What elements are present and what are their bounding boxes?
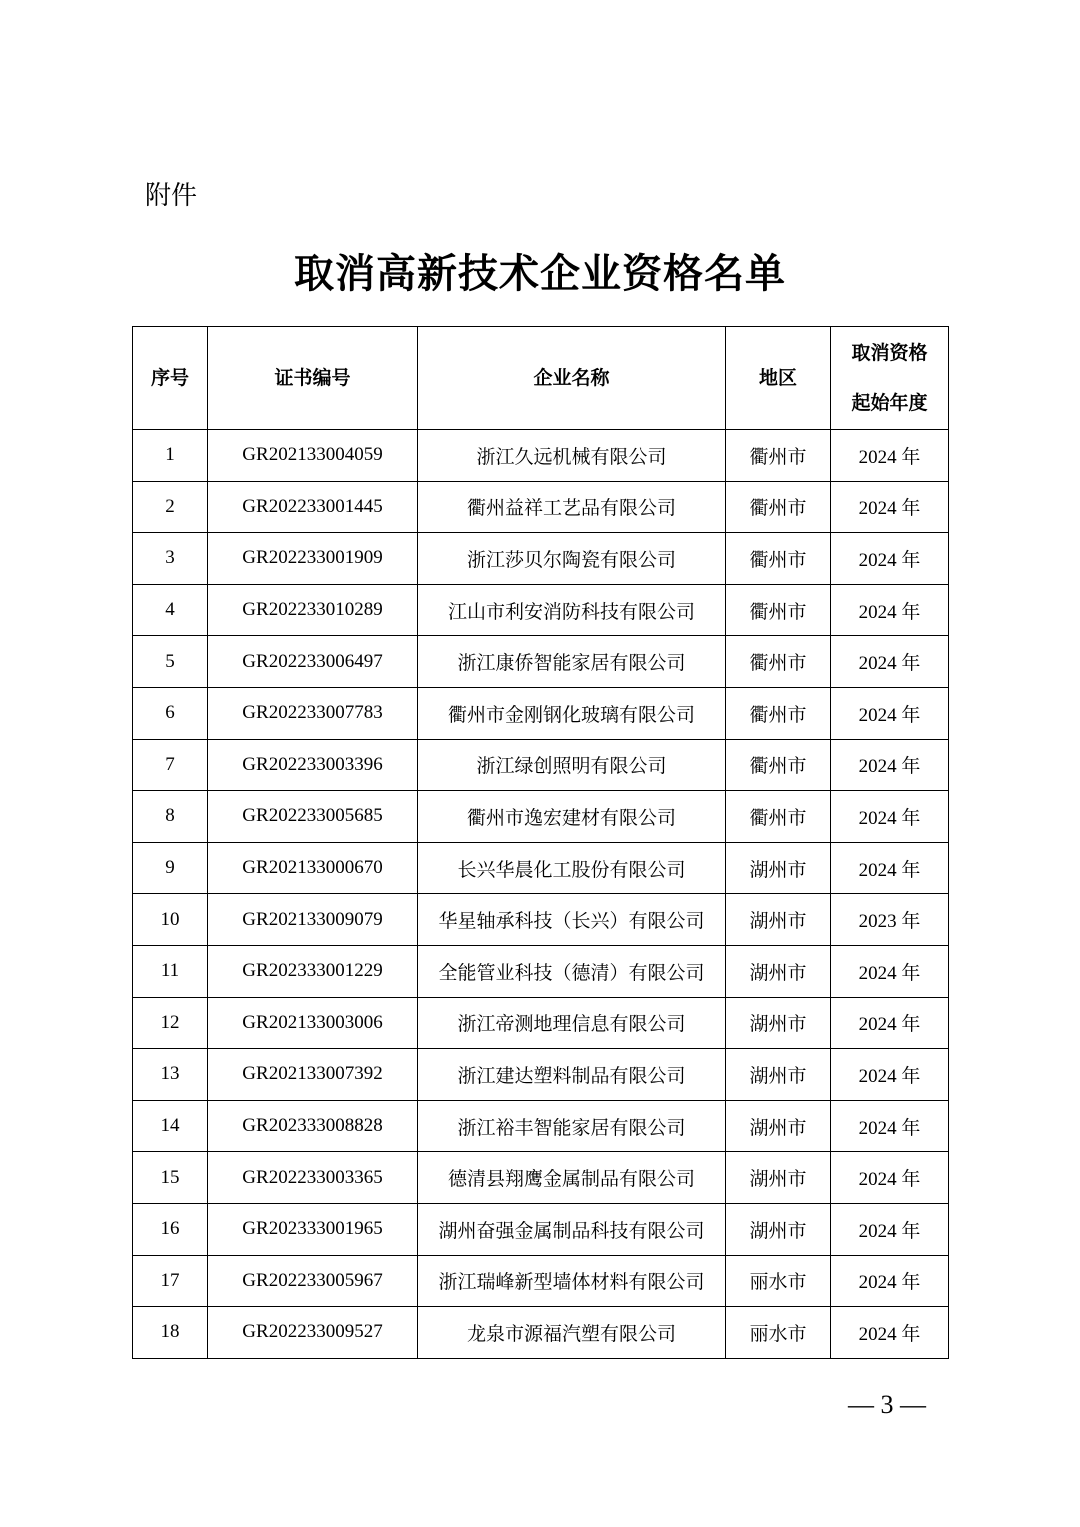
cell-cert-no: GR202133003006 [208,997,418,1049]
cell-cert-no: GR202333008828 [208,1100,418,1152]
table-row [133,1100,949,1152]
table-row [133,791,949,843]
cell-index: 2 [133,481,208,533]
cell-company: 德清县翔鹰金属制品有限公司 [418,1152,726,1204]
header-index: 序号 [133,327,208,430]
cell-region: 衢州市 [726,584,831,636]
cell-company: 浙江建达塑料制品有限公司 [418,1049,726,1101]
table-row [133,997,949,1049]
cell-region: 衢州市 [726,687,831,739]
cell-cert-no: GR202233001445 [208,481,418,533]
table-header-row [133,327,949,430]
cell-index: 11 [133,945,208,997]
table-row [133,584,949,636]
cell-year: 2023 年 [831,894,949,946]
cell-cert-no: GR202133004059 [208,430,418,482]
cell-year: 2024 年 [831,997,949,1049]
cell-year: 2024 年 [831,1100,949,1152]
cell-company: 江山市利安消防科技有限公司 [418,584,726,636]
cell-region: 湖州市 [726,997,831,1049]
cell-region: 衢州市 [726,533,831,585]
cell-year: 2024 年 [831,430,949,482]
cell-company: 衢州益祥工艺品有限公司 [418,481,726,533]
table-row [133,1049,949,1101]
cell-region: 湖州市 [726,1049,831,1101]
cell-year: 2024 年 [831,1152,949,1204]
cell-company: 浙江帝测地理信息有限公司 [418,997,726,1049]
cell-index: 9 [133,842,208,894]
cell-region: 衢州市 [726,636,831,688]
cell-year: 2024 年 [831,533,949,585]
cell-year: 2024 年 [831,687,949,739]
cell-index: 15 [133,1152,208,1204]
cell-company: 长兴华晨化工股份有限公司 [418,842,726,894]
cell-region: 湖州市 [726,1100,831,1152]
cell-year: 2024 年 [831,1307,949,1359]
cell-index: 1 [133,430,208,482]
page-number-text: — 3 — [848,1390,926,1419]
cell-cert-no: GR202233006497 [208,636,418,688]
cell-year: 2024 年 [831,1255,949,1307]
cell-year: 2024 年 [831,739,949,791]
table-row [133,430,949,482]
table-row [133,1255,949,1307]
cell-region: 丽水市 [726,1255,831,1307]
cell-index: 7 [133,739,208,791]
document-title: 取消高新技术企业资格名单 [294,250,786,297]
cell-cert-no: GR202233010289 [208,584,418,636]
cell-year: 2024 年 [831,1203,949,1255]
cell-region: 衢州市 [726,481,831,533]
cell-index: 12 [133,997,208,1049]
cell-cert-no: GR202233007783 [208,687,418,739]
cell-cert-no: GR202133000670 [208,842,418,894]
cell-company: 浙江久远机械有限公司 [418,430,726,482]
cell-cert-no: GR202333001965 [208,1203,418,1255]
cell-cert-no: GR202133009079 [208,894,418,946]
cell-region: 丽水市 [726,1307,831,1359]
table-row [133,894,949,946]
table-row [133,842,949,894]
attachment-label: 附件 [145,181,198,211]
cell-region: 衢州市 [726,739,831,791]
revocation-table [132,326,949,1359]
cell-cert-no: GR202133007392 [208,1049,418,1101]
cell-year: 2024 年 [831,945,949,997]
cell-cert-no: GR202333001229 [208,945,418,997]
cell-company: 全能管业科技（德清）有限公司 [418,945,726,997]
cell-region: 湖州市 [726,1152,831,1204]
table-row [133,1203,949,1255]
cell-company: 龙泉市源福汽塑有限公司 [418,1307,726,1359]
header-year [831,327,949,430]
cell-region: 衢州市 [726,430,831,482]
cell-company: 华星轴承科技（长兴）有限公司 [418,894,726,946]
cell-cert-no: GR202233001909 [208,533,418,585]
cell-year: 2024 年 [831,481,949,533]
table-row [133,1152,949,1204]
table-row [133,945,949,997]
table-row [133,533,949,585]
cell-index: 14 [133,1100,208,1152]
cell-company: 浙江瑞峰新型墙体材料有限公司 [418,1255,726,1307]
header-company: 企业名称 [418,327,726,430]
cell-region: 衢州市 [726,791,831,843]
table-row [133,481,949,533]
cell-index: 4 [133,584,208,636]
cell-company: 浙江康侨智能家居有限公司 [418,636,726,688]
cell-region: 湖州市 [726,842,831,894]
header-region: 地区 [726,327,831,430]
header-year-line1: 取消资格 [851,342,928,364]
cell-year: 2024 年 [831,1049,949,1101]
cell-year: 2024 年 [831,636,949,688]
cell-index: 16 [133,1203,208,1255]
cell-index: 6 [133,687,208,739]
cell-region: 湖州市 [726,1203,831,1255]
cell-company: 衢州市逸宏建材有限公司 [418,791,726,843]
cell-company: 湖州奋强金属制品科技有限公司 [418,1203,726,1255]
table-body [133,430,949,1359]
cell-cert-no: GR202233005685 [208,791,418,843]
cell-cert-no: GR202233003365 [208,1152,418,1204]
cell-cert-no: GR202233003396 [208,739,418,791]
cell-index: 3 [133,533,208,585]
cell-cert-no: GR202233005967 [208,1255,418,1307]
header-year-line2: 起始年度 [851,392,928,414]
cell-index: 10 [133,894,208,946]
table-row [133,739,949,791]
cell-company: 浙江莎贝尔陶瓷有限公司 [418,533,726,585]
cell-region: 湖州市 [726,945,831,997]
cell-index: 5 [133,636,208,688]
cell-company: 浙江绿创照明有限公司 [418,739,726,791]
table-row [133,1307,949,1359]
cell-index: 13 [133,1049,208,1101]
cell-index: 18 [133,1307,208,1359]
cell-year: 2024 年 [831,584,949,636]
cell-year: 2024 年 [831,842,949,894]
cell-year: 2024 年 [831,791,949,843]
table-row [133,636,949,688]
cell-index: 17 [133,1255,208,1307]
cell-cert-no: GR202233009527 [208,1307,418,1359]
cell-region: 湖州市 [726,894,831,946]
cell-index: 8 [133,791,208,843]
header-cert-no: 证书编号 [208,327,418,430]
table-row [133,687,949,739]
cell-company: 浙江裕丰智能家居有限公司 [418,1100,726,1152]
cell-company: 衢州市金刚钢化玻璃有限公司 [418,687,726,739]
